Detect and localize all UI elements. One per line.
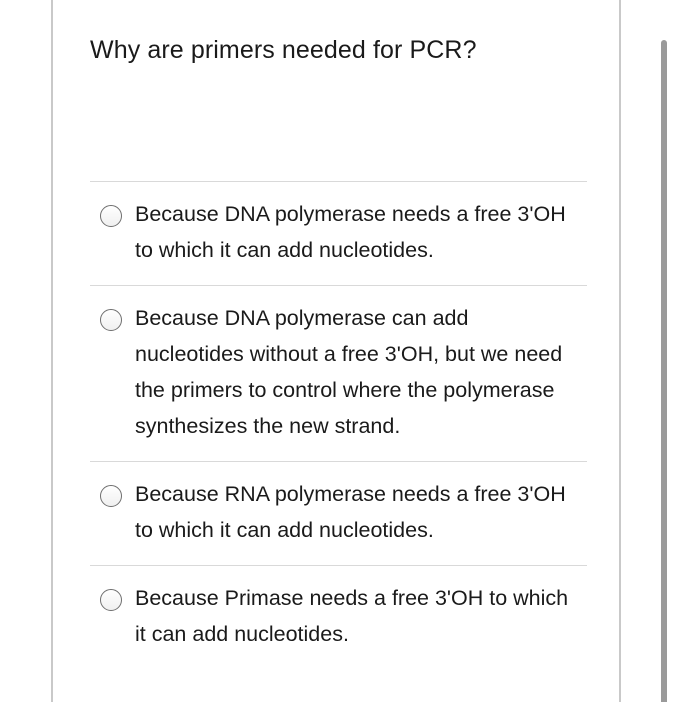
- answer-option-2[interactable]: [90, 286, 587, 462]
- answer-option-label: Because DNA polymerase can add nucleotides without a free 3'OH, but we need the primers to control where the polymerase synthesizes the new strand.: [135, 306, 563, 438]
- radio-button-icon[interactable]: [100, 589, 122, 611]
- answer-option-label: Because RNA polymerase needs a free 3'OH to which it can add nucleotides.: [135, 482, 566, 542]
- scrollbar[interactable]: [661, 40, 667, 702]
- radio-button-icon[interactable]: [100, 205, 122, 227]
- radio-button-icon[interactable]: [100, 485, 122, 507]
- answer-option-label: Because DNA polymerase needs a free 3'OH to which it can add nucleotides.: [135, 202, 566, 262]
- question-card: [51, 0, 621, 702]
- answer-list: [90, 181, 587, 670]
- answer-option-label: Because Primase needs a free 3'OH to which it can add nucleotides.: [135, 586, 569, 646]
- answer-option-3[interactable]: [90, 462, 587, 566]
- answer-option-4[interactable]: [90, 566, 587, 670]
- radio-button-icon[interactable]: [100, 309, 122, 331]
- answer-option-1[interactable]: [90, 182, 587, 286]
- question-text: Why are primers needed for PCR?: [90, 36, 477, 64]
